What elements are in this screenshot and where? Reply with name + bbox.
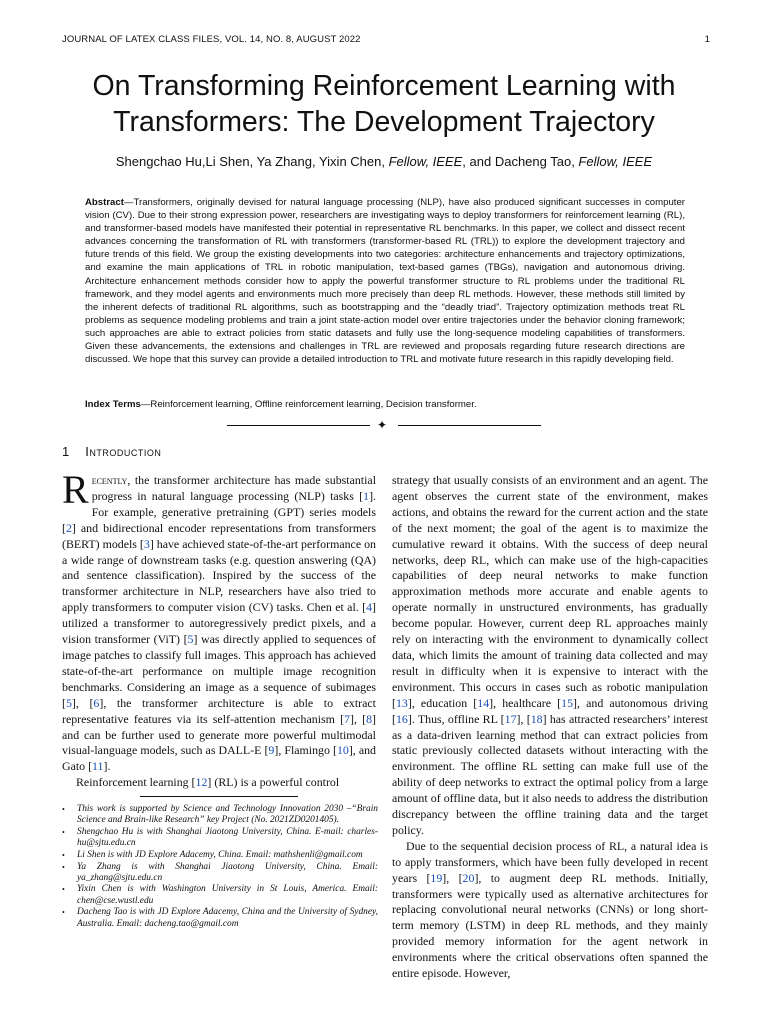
footnote-text: Dacheng Tao is with JD Explore Adacemy, China and the University of Sydney, Australia. Email: dacheng.tao@gmail.com [77,907,378,929]
text-run: ] has attracted researchers’ interest as a data-driven learning method that can extract policies from static previously collected datasets without interacting with the environment. The offline RL setting can make full use of the ability of deep networks to extract the optimal policy from a large amount of offline data, but it also needs to address the distribution discrepancy between the offline training data and the target policy. [392,711,708,837]
left-column [62,467,376,791]
text-run: ]. [103,759,111,774]
footnote-bullet-icon: • [62,850,65,860]
separator-diamond-icon: ✦ [377,418,388,432]
text-run: ]. For example, generative pretraining (GPT) series models [ [62,488,376,535]
text-run: ], [ [516,711,531,726]
lead-word: ecently [91,473,128,487]
footnotes [62,804,378,930]
citation-link[interactable]: 8 [366,711,373,726]
authors-names-2: , and Dacheng Tao, [462,154,579,169]
text-run: ], and autonomous driving [ [392,695,709,726]
text-run: ], healthcare [ [489,695,562,710]
abstract-text: —Transformers, originally devised for natural language processing (NLP), have also produced significant successes in computer vision (CV). Due to their strong expression power, researchers are investigating ways to deploy transformers for reinforcement learning (RL), and transformer-based models have manifested their potential in representative RL benchmarks. In this paper, we collect and dissect recent advances concerning the transformation of RL with transformers (transformer-based RL (TRL)) to explore the development trajectory and future trends of this field. We group the existing developments into two categories: architecture enhancements and trajectory optimizations, and examine the main applications of TRL in robotic manipulation, text-based games (TBGs), navigation and autonomous driving. Architecture enhancement methods consider how to apply the powerful transformer structure to RL problems under the traditional RL framework, and they model agents and environments much more precisely than deep RL methods. However, these methods still limited by the inherent defects of traditional RL algorithms, such as bootstrapping and the “deadly triad”. Trajectory optimization methods treat RL problems as sequence modeling problems and train a joint state-action model over entire trajectories under the behavior cloning framework; such approaches are able to extract policies from static datasets and fully use the long-sequence modeling capabilities of transformers. Given these advancements, the extensions and challenges in TRL are reviewed and proposals regarding future research directions are discussed. We hope that this survey can provide a detailed introduction to TRL and motivate future research in this rapidly developing field. [85,197,685,366]
text-run: ]. Thus, offline RL [ [407,711,505,726]
footnote-text: Li Shen is with JD Explore Adacemy, China. Email: mathshenli@gmail.com [77,849,363,860]
index-terms-label: Index Terms [85,399,141,410]
section-number: 1 [62,444,70,459]
citation-link[interactable]: 5 [65,695,72,710]
authors-fellow-1: Fellow, IEEE [388,154,463,169]
footnote-list [62,804,378,930]
text-run: ] (RL) is a powerful control [207,775,340,790]
separator-rule-right [398,425,541,426]
text-run: ] utilized a transformer to autoregressively predict pixels, and a vision transformer (ViT) [ [62,600,376,647]
page-number: 1 [704,34,710,45]
citation-link[interactable]: 2 [65,520,72,535]
authors-fellow-2: Fellow, IEEE [578,154,653,169]
text-run: ] have achieved state-of-the-art performance on a wide range of downstream tasks (e.g. question answering (QA) and sentence classification). Inspired by the success of the transformer architecture in NLP, researchers have also tried to apply transformers to computer vision (CV) tasks. Chen et al. [ [62,536,376,615]
citation-link[interactable]: 5 [187,632,194,647]
footnote-bullet-icon: • [62,805,65,814]
abstract-label: Abstract [85,197,124,208]
text-run: Reinforcement learning [ [76,775,196,790]
footnote-text: Yixin Chen is with Washington University in St Louis, America. Email: chen@cse.wustl.edu [77,884,378,906]
citation-link[interactable]: 19 [430,870,443,885]
footnote-text: Ya Zhang is with Shanghai Jiaotong University, China. Email: ya_zhang@sjtu.edu.cn [77,861,378,883]
index-terms [85,398,685,411]
text-run: ], education [ [407,695,478,710]
text-run: ] was directly applied to sequences of image patches to classify full images. This approach has achieved state-of-the-art performance on multiple image recognition benchmarks. Considering an image as a sequence of subimages [ [62,632,376,710]
separator-rule-left [227,425,370,426]
title-line-2: Transformers: The Development Trajectory [113,106,655,138]
citation-link[interactable]: 18 [530,711,543,726]
citation-link[interactable]: 12 [195,775,208,790]
citation-link[interactable]: 14 [477,695,490,710]
citation-link[interactable]: 9 [268,743,275,758]
running-header [62,34,710,45]
text-run: ], the transformer architecture is able to extract representative features via its self-attention mechanism [ [62,695,376,726]
footnote-rule [140,796,298,797]
citation-link[interactable]: 3 [143,536,150,551]
footnote-item [62,862,378,884]
author-list [40,154,728,169]
abstract [85,196,685,366]
citation-link[interactable]: 6 [93,695,100,710]
text-run: ] and can be further used to generate more powerful multimodal visual-language models, such as DALL-E [ [62,711,376,758]
footnote-item [62,907,378,929]
authors-names-1: Shengchao Hu,Li Shen, Ya Zhang, Yixin Chen, [115,154,389,169]
drop-cap: R [62,467,89,512]
text-run: ], [ [349,711,367,726]
footnote-bullet-icon: • [62,885,65,895]
footnote-item [62,827,378,849]
intro-paragraph-3 [392,473,708,839]
right-column [392,473,708,982]
intro-paragraph-4 [392,839,708,982]
footnote-bullet-icon: • [62,827,65,837]
footnote-item [62,884,378,906]
footnote-item [62,804,378,826]
text-run: ], Flamingo [ [274,743,337,758]
footnote-text: This work is supported by Science and Technology Innovation 2030 –“Brain Science and Brain-like Research” key Project (No. 2021ZD0201405). [77,804,378,826]
citation-link[interactable]: 16 [395,711,408,726]
paper-title [40,68,728,140]
footnote-text: Shengchao Hu is with Shanghai Jiaotong University, China. E-mail: charles-hu@sjtu.edu.cn [77,826,378,849]
text-run: ], [ [442,870,463,885]
citation-link[interactable]: 17 [504,711,517,726]
citation-link[interactable]: 4 [366,600,373,615]
title-line-1: On Transforming Reinforcement Learning with [92,70,676,102]
index-terms-text: —Reinforcement learning, Offline reinforcement learning, Decision transformer. [140,399,477,410]
citation-link[interactable]: 15 [561,695,574,710]
footnote-item [62,850,378,861]
text-run: Due to the sequential decision process of RL, a natural idea is to apply transformers, which have been fully developed in recent years [ [392,838,708,885]
intro-paragraph-1 [62,467,376,775]
footnote-bullet-icon: • [62,908,65,918]
section-separator [227,418,541,432]
citation-link[interactable]: 20 [462,870,475,885]
text-run: , the transformer architecture has made substantial progress in natural language processing (NLP) tasks [ [91,473,376,503]
intro-paragraph-2 [62,775,376,791]
citation-link[interactable]: 13 [395,695,408,710]
citation-link[interactable]: 11 [92,759,104,774]
journal-line: JOURNAL OF LATEX CLASS FILES, VOL. 14, NO. 8, AUGUST 2022 [62,34,361,45]
text-run: ], to augment deep RL methods. Initially, transformers were typically used as alternative architectures for replacing convolutional neural networks (CNNs) or long short-term memory (LSTM) in deep RL methods, and they mainly provided memory information for the agent network in environments where the critical observations often spanned the entire episode. However, [392,870,708,981]
text-run: ] and bidirectional encoder representations from transformers (BERT) models [ [62,520,376,551]
citation-link[interactable]: 1 [363,488,370,503]
text-run: strategy that usually consists of an environment and an agent. The agent observes the current state of the environment, makes actions, and obtains the reward for the current action and the state of the next moment; the goal of the agent is to maximize the cumulative reward it obtains. With the success of deep neural networks, deep RL, which can make use of the high-capacities capabilities of deep neural networks to make function approximation methods more accurate and enable agents to operate normally in unstructured environments, has gradually become popular. However, current deep RL approaches mainly rely on interacting with the environment to dynamically collect data, which limits the amount of training data collected and may result in difficulty when it is expensive to interact with the environment. This occurs in cases such as robotic manipulation [ [392,473,708,710]
text-run: ], [ [71,695,94,710]
section-title: Introduction [85,444,162,459]
citation-link[interactable]: 10 [336,743,349,758]
footnote-bullet-icon: • [62,862,65,872]
section-heading [62,444,161,459]
text-run: ], and Gato [ [62,743,376,774]
citation-link[interactable]: 7 [344,711,350,726]
